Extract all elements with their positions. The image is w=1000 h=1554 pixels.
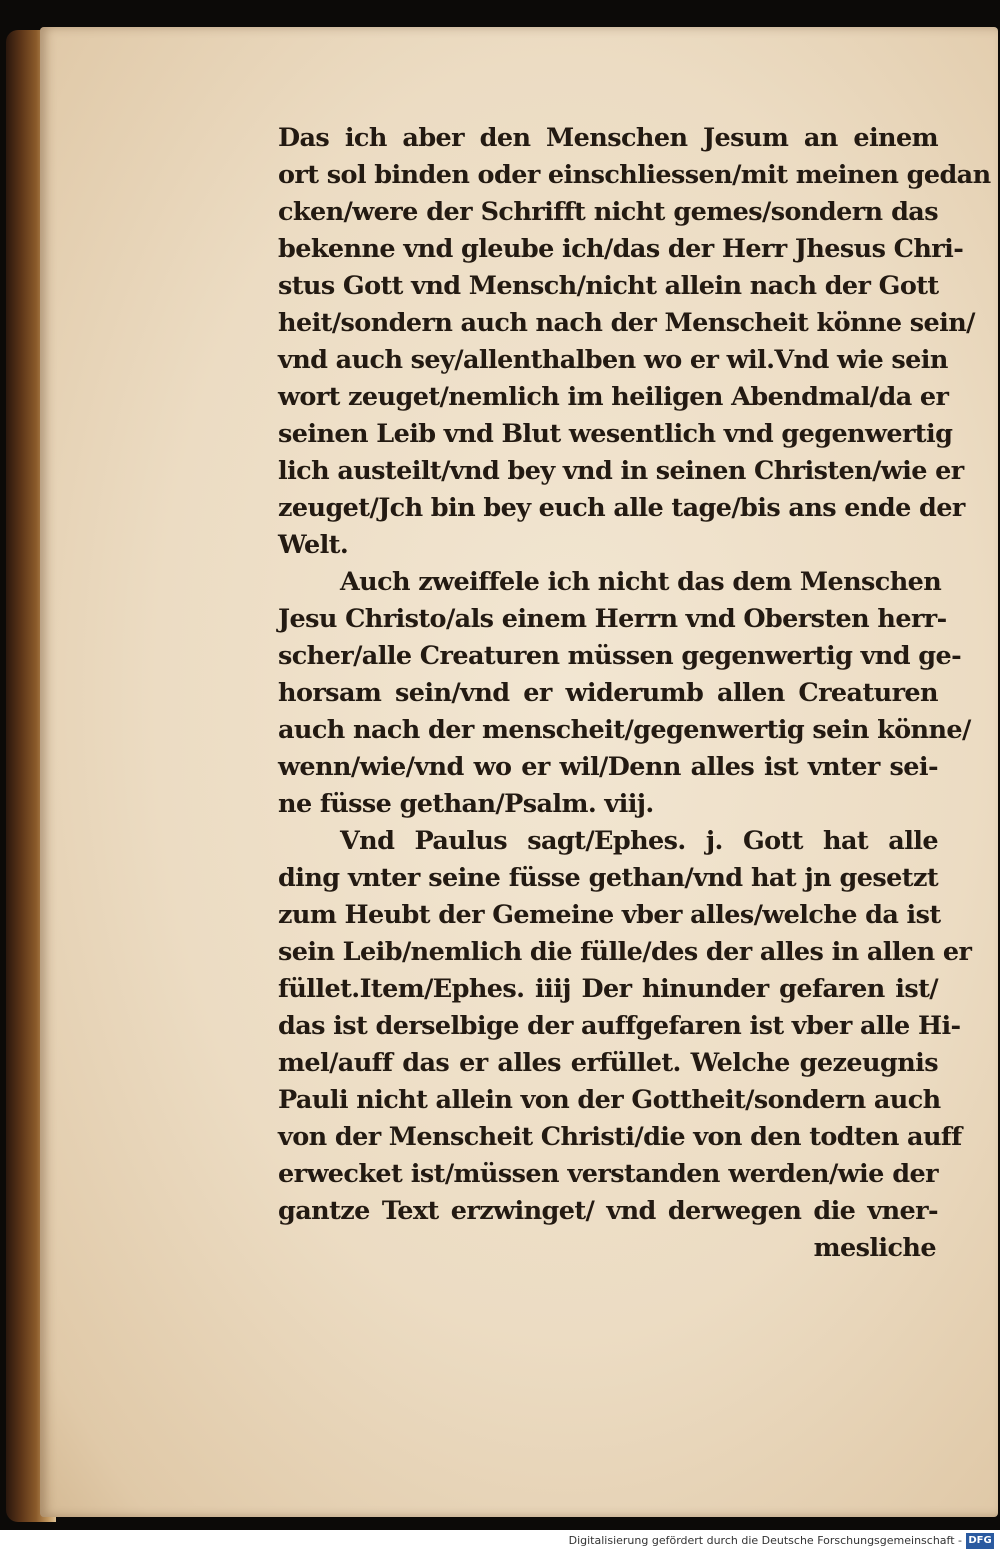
text-line: zeuget/Jch bin bey euch alle tage/bis ans ende der	[278, 493, 965, 523]
text-line: heit/sondern auch nach der Menscheit könne sein/	[278, 308, 975, 338]
paragraph-start-line: Auch zweiffele ich nicht das dem Menschen	[340, 567, 942, 597]
funding-credit: Digitalisierung gefördert durch die Deutsche Forschungsgemeinschaft -	[568, 1534, 962, 1547]
text-line: ding vnter seine füsse gethan/vnd hat jn gesetzt	[278, 863, 938, 893]
text-line: gantze Text erzwinget/ vnd derwegen die vner-	[278, 1196, 938, 1226]
text-line: scher/alle Creaturen müssen gegenwertig vnd ge-	[278, 641, 962, 671]
paragraph-start-line: Vnd Paulus sagt/Ephes. j. Gott hat alle	[340, 826, 938, 856]
text-line: seinen Leib vnd Blut wesentlich vnd gegenwertig	[278, 419, 953, 449]
catchword: mesliche	[813, 1233, 936, 1263]
text-line: cken/were der Schrifft nicht gemes/sondern das	[278, 197, 938, 227]
text-line: Das ich aber den Menschen Jesum an einem	[278, 123, 938, 153]
text-line: horsam sein/vnd er widerumb allen Creaturen	[278, 678, 938, 708]
text-line: bekenne vnd gleube ich/das der Herr Jhesus Chri-	[278, 234, 964, 264]
text-line: auch nach der menscheit/gegenwertig sein könne/	[278, 715, 971, 745]
text-line: lich austeilt/vnd bey vnd in seinen Christen/wie er	[278, 456, 964, 486]
text-line: Welt.	[278, 530, 349, 560]
text-line: Jesu Christo/als einem Herrn vnd Obersten herr-	[278, 604, 947, 634]
text-line: sein Leib/nemlich die fülle/des der alles in allen er	[278, 937, 972, 967]
text-line: ort sol binden oder einschliessen/mit meinen gedan	[278, 160, 991, 190]
text-line: Pauli nicht allein von der Gottheit/sondern auch	[278, 1085, 941, 1115]
text-line: füllet.Item/Ephes. iiij Der hinunder gefaren ist/	[278, 974, 938, 1004]
text-line: zum Heubt der Gemeine vber alles/welche da ist	[278, 900, 941, 930]
text-line: mel/auff das er alles erfüllet. Welche gezeugnis	[278, 1048, 938, 1078]
page-text-block	[278, 120, 991, 1267]
dfg-logo-icon[interactable]: DFG	[966, 1533, 994, 1549]
text-line: stus Gott vnd Mensch/nicht allein nach der Gott	[278, 271, 939, 301]
text-line: wort zeuget/nemlich im heiligen Abendmal/da er	[278, 382, 949, 412]
footer-bar	[0, 1530, 1000, 1554]
text-line: ne füsse gethan/Psalm. viij.	[278, 789, 654, 819]
text-line: das ist derselbige der auffgefaren ist vber alle Hi-	[278, 1011, 961, 1041]
text-line: von der Menscheit Christi/die von den todten auff	[278, 1122, 962, 1152]
text-line: wenn/wie/vnd wo er wil/Denn alles ist vnter sei-	[278, 752, 938, 782]
text-line: vnd auch sey/allenthalben wo er wil.Vnd wie sein	[278, 345, 948, 375]
text-line: erwecket ist/müssen verstanden werden/wie der	[278, 1159, 938, 1189]
